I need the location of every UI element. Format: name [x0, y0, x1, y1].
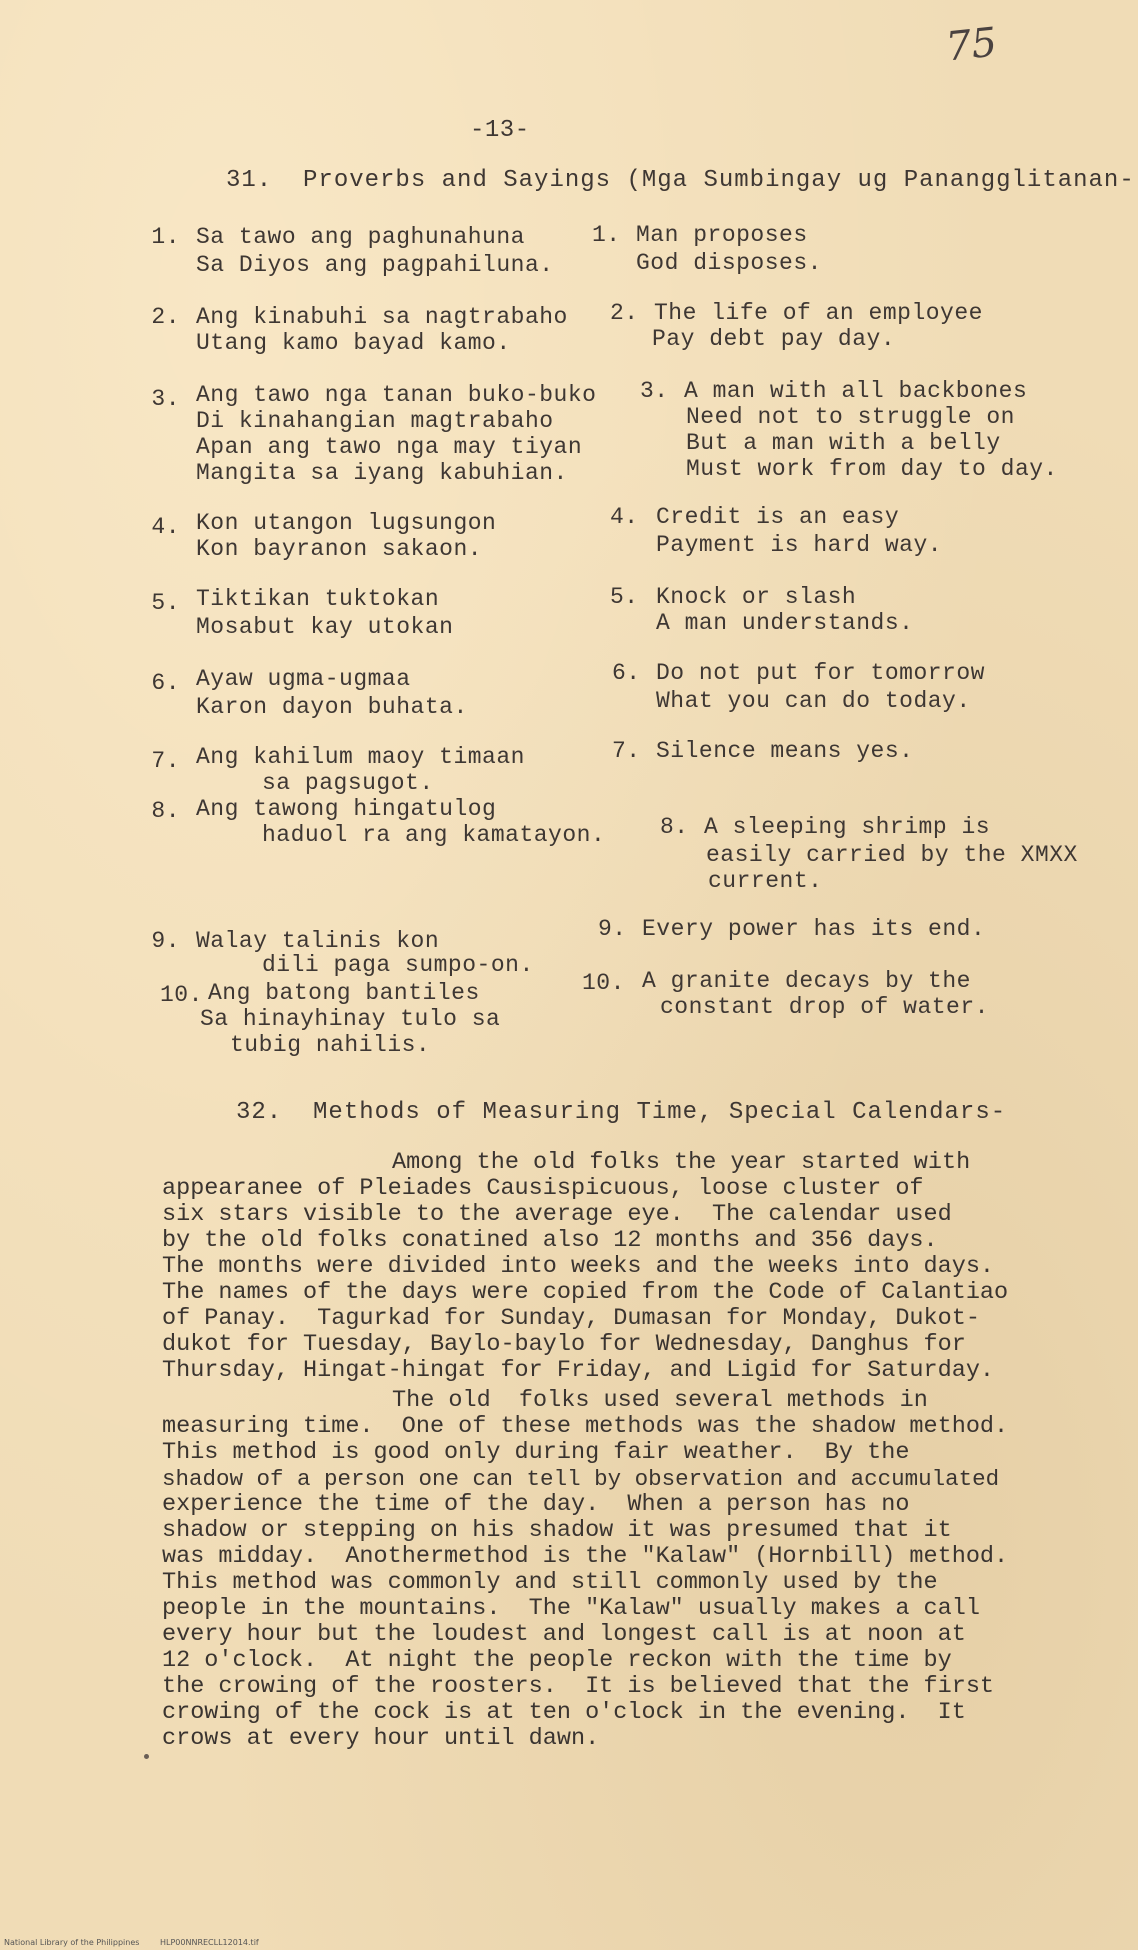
proverb-english-line: A man with all backbones	[684, 378, 1028, 404]
proverb-english-line: Credit is an easy	[656, 504, 900, 530]
proverb-english-line: Do not put for tomorrow	[656, 660, 985, 686]
proverb-number: 4.	[151, 514, 180, 540]
proverb-english-number: 8.	[660, 814, 689, 840]
proverb-english-number: 7.	[612, 738, 641, 764]
proverb-english-line: What you can do today.	[656, 688, 971, 714]
proverb-number: 5.	[151, 590, 180, 616]
proverb-english-number: 4.	[610, 504, 639, 530]
paragraph-line: of Panay. Tagurkad for Sunday, Dumasan for Monday, Dukot-	[162, 1305, 980, 1332]
proverb-cebuano-line: Apan ang tawo nga may tiyan	[196, 434, 583, 460]
proverb-cebuano-line: Ang kinabuhi sa nagtrabaho	[196, 304, 568, 330]
proverb-cebuano-line: dili paga sumpo-on.	[262, 952, 534, 978]
proverb-cebuano-line: Ang tawong hingatulog	[196, 796, 497, 822]
proverb-cebuano-line: Sa Diyos ang pagpahiluna.	[196, 252, 554, 278]
handwritten-page-number: 75	[943, 19, 1000, 71]
proverb-english-number: 2.	[610, 300, 639, 326]
proverb-cebuano-line: Walay talinis kon	[196, 928, 440, 954]
proverb-english-number: 6.	[612, 660, 641, 686]
proverb-english-line: Must work from day to day.	[686, 456, 1058, 482]
proverb-cebuano-line: Ayaw ugma-ugmaa	[196, 666, 411, 692]
proverb-english-line: Every power has its end.	[642, 916, 986, 942]
proverb-number: 9.	[151, 928, 180, 954]
proverb-english-number: 1.	[592, 222, 621, 248]
proverb-cebuano-line: Utang kamo bayad kamo.	[196, 330, 511, 356]
proverb-english-number: 10.	[582, 970, 625, 996]
proverb-cebuano-line: Tiktikan tuktokan	[196, 586, 440, 612]
proverb-english-line: constant drop of water.	[660, 994, 989, 1020]
proverb-english-number: 9.	[598, 916, 627, 942]
proverb-english-line: Pay debt pay day.	[652, 326, 896, 352]
paragraph-line: The names of the days were copied from the Code of Calantiao	[162, 1279, 1009, 1306]
proverb-number: 3.	[151, 386, 180, 412]
paragraph-line: was midday. Anothermethod is the "Kalaw" (Hornbill) method.	[162, 1543, 1009, 1570]
proverb-cebuano-line: Karon dayon buhata.	[196, 694, 468, 720]
proverb-english-line: Payment is hard way.	[656, 532, 943, 558]
paragraph-line: by the old folks conatined also 12 months and 356 days.	[162, 1227, 938, 1254]
proverb-cebuano-line: Ang kahilum maoy timaan	[196, 744, 525, 770]
proverb-number: 8.	[151, 798, 180, 824]
paragraph-line: shadow of a person one can tell by observation and accumulated	[162, 1466, 1000, 1492]
paragraph-line: appearanee of Pleiades Causispicuous, loose cluster of	[162, 1175, 924, 1202]
proverb-number: 7.	[151, 748, 180, 774]
proverb-english-line: current.	[708, 868, 823, 894]
proverb-english-line: But a man with a belly	[686, 430, 1001, 456]
paragraph-line: dukot for Tuesday, Baylo-baylo for Wednesday, Danghus for	[162, 1331, 966, 1358]
proverb-english-line: Need not to struggle on	[686, 404, 1015, 430]
proverb-number: 10.	[160, 982, 203, 1008]
paragraph-line: The old folks used several methods in	[392, 1387, 928, 1414]
proverb-english-number: 5.	[610, 584, 639, 610]
paragraph-line: This method is good only during fair weather. By the	[162, 1439, 910, 1466]
proverb-cebuano-line: Di kinahangian magtrabaho	[196, 408, 554, 434]
paragraph-line: Thursday, Hingat-hingat for Friday, and Ligid for Saturday.	[162, 1357, 995, 1384]
paragraph-line: every hour but the loudest and longest call is at noon at	[162, 1621, 966, 1648]
paragraph-line: experience the time of the day. When a person has no	[162, 1491, 910, 1518]
proverb-english-line: Silence means yes.	[656, 738, 914, 764]
section-31-title: 31. Proverbs and Sayings (Mga Sumbingay ug Panangglitanan-	[226, 167, 1135, 194]
proverb-cebuano-line: Mosabut kay utokan	[196, 614, 454, 640]
proverb-english-line: A granite decays by the	[642, 968, 971, 994]
proverb-cebuano-line: Ang batong bantiles	[208, 980, 480, 1006]
proverb-number: 2.	[151, 304, 180, 330]
proverb-cebuano-line: sa pagsugot.	[262, 770, 434, 796]
paragraph-line: the crowing of the roosters. It is believed that the first	[162, 1673, 995, 1700]
ink-dot	[144, 1754, 149, 1759]
proverb-cebuano-line: Kon bayranon sakaon.	[196, 536, 483, 562]
proverb-cebuano-line: Ang tawo nga tanan buko-buko	[196, 382, 597, 408]
proverb-cebuano-line: Sa tawo ang paghunahuna	[196, 224, 525, 250]
proverb-english-line: The life of an employee	[654, 300, 983, 326]
paragraph-line: measuring time. One of these methods was the shadow method.	[162, 1413, 1009, 1440]
page-number: -13-	[470, 117, 530, 144]
footer-file: HLP00NNRECLL12014.tif	[160, 1938, 259, 1947]
proverb-english-line: A sleeping shrimp is	[704, 814, 991, 840]
footer-library: National Library of the Philippines	[4, 1938, 140, 1947]
proverb-cebuano-line: haduol ra ang kamatayon.	[262, 822, 606, 848]
proverb-cebuano-line: Kon utangon lugsungon	[196, 510, 497, 536]
proverb-number: 1.	[151, 224, 180, 250]
proverb-english-line: easily carried by the XMXX	[706, 842, 1078, 868]
section-32-title: 32. Methods of Measuring Time, Special Calendars-	[236, 1099, 1007, 1126]
paragraph-line: people in the mountains. The "Kalaw" usually makes a call	[162, 1595, 980, 1622]
proverb-cebuano-line: Sa hinayhinay tulo sa	[200, 1006, 501, 1032]
paragraph-line: six stars visible to the average eye. The calendar used	[162, 1201, 952, 1228]
paragraph-line: crows at every hour until dawn.	[162, 1725, 600, 1752]
proverb-english-number: 3.	[640, 378, 669, 404]
proverb-number: 6.	[151, 670, 180, 696]
proverb-cebuano-line: tubig nahilis.	[230, 1032, 431, 1058]
proverb-english-line: Man proposes	[636, 222, 808, 248]
proverb-english-line: A man understands.	[656, 610, 914, 636]
proverb-english-line: God disposes.	[636, 250, 822, 276]
paragraph-line: 12 o'clock. At night the people reckon with the time by	[162, 1647, 952, 1674]
proverb-cebuano-line: Mangita sa iyang kabuhian.	[196, 460, 568, 486]
paragraph-line: Among the old folks the year started with	[392, 1149, 971, 1176]
paragraph-line: shadow or stepping on his shadow it was presumed that it	[162, 1517, 952, 1544]
paragraph-line: This method was commonly and still commonly used by the	[162, 1569, 938, 1596]
proverb-english-line: Knock or slash	[656, 584, 857, 610]
paragraph-line: crowing of the cock is at ten o'clock in the evening. It	[162, 1699, 966, 1726]
paragraph-line: The months were divided into weeks and the weeks into days.	[162, 1253, 995, 1280]
